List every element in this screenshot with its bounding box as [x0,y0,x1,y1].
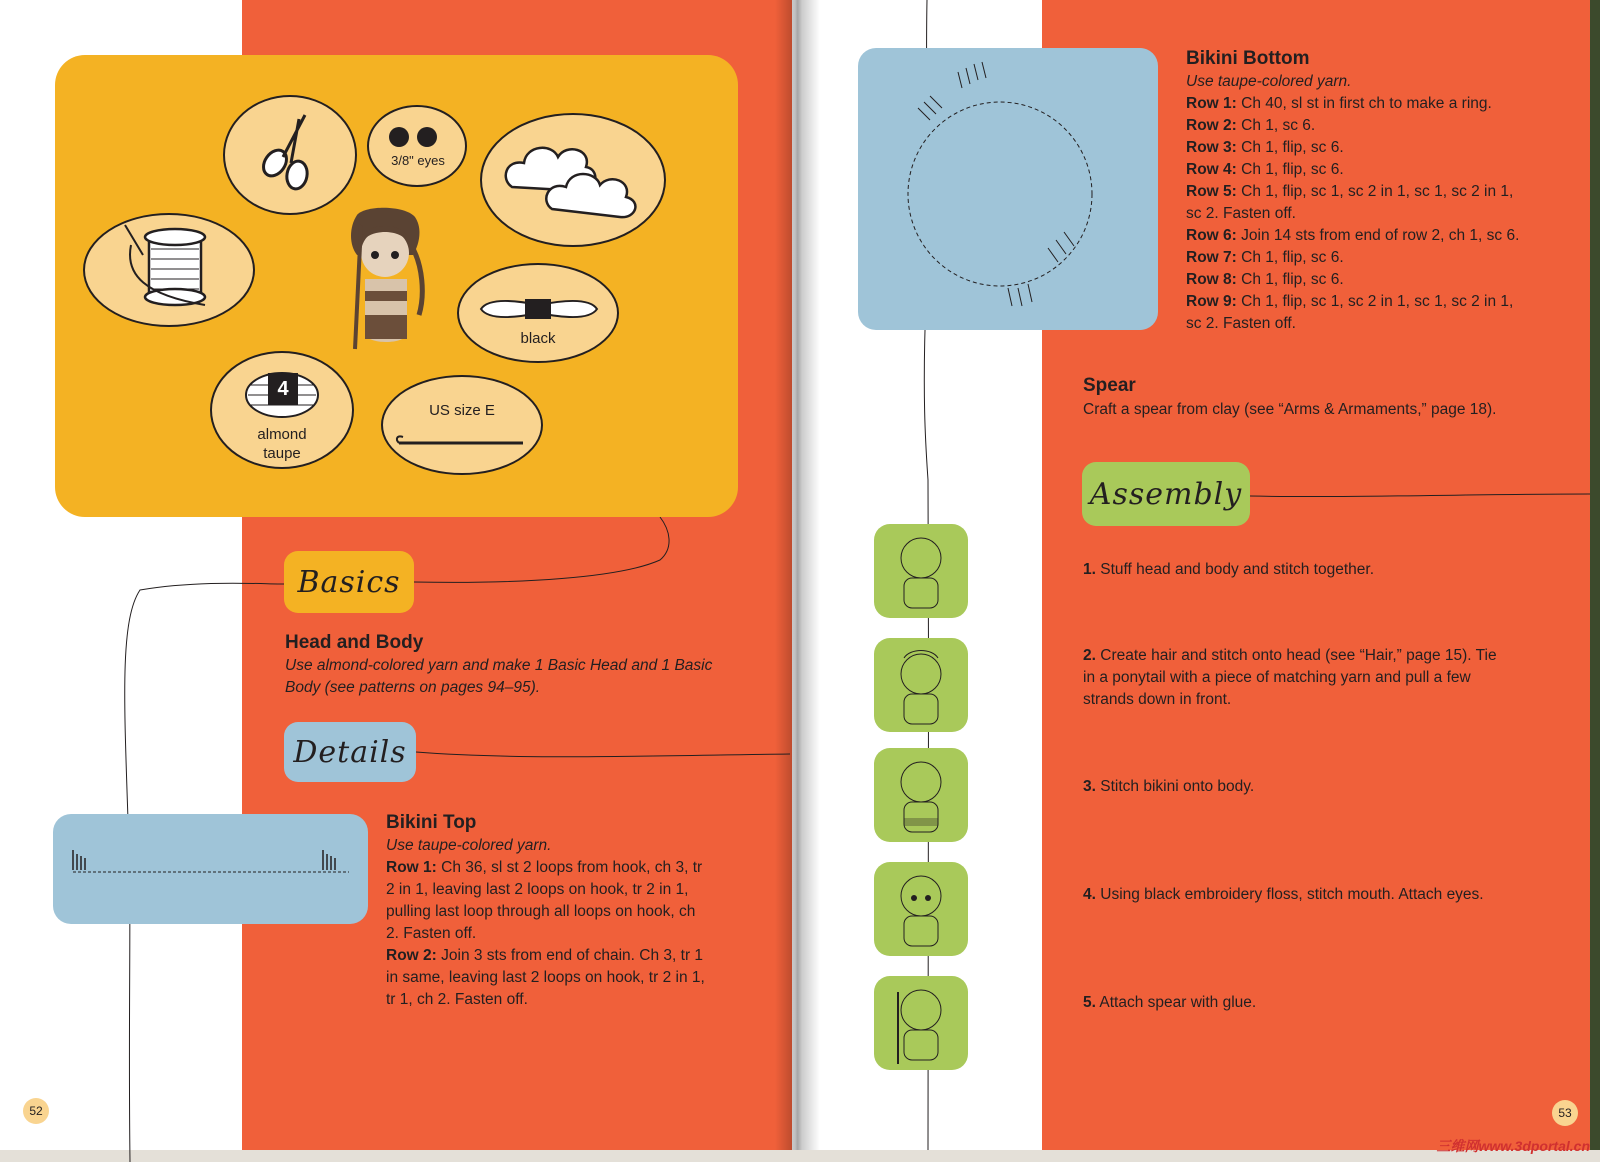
eyes-bubble [367,105,467,187]
doll-hair-outline-icon [874,638,968,732]
head-body-text-line-1: Use almond-colored yarn and make 1 Basic Head and 1 Basic [285,657,713,674]
spear-text: Craft a spear from clay (see “Arms & Armaments,” page 18). [1083,401,1497,418]
scissors-bubble [223,95,357,215]
yarn-bubble [210,351,354,469]
doll-face-outline-icon [874,862,968,956]
thread-bubble [83,213,255,327]
crochet-hook-icon [383,433,541,453]
floss-bubble [457,263,619,363]
bikini-top-row-2-line-1: Row 2: Join 3 sts from end of chain. Ch 3, tr 1 [386,947,704,964]
hook-bubble [381,375,543,475]
bikini-top-row-1-line-2: 2 in 1, leaving last 2 loops on hook, tr 2 in 1, [386,881,689,898]
bikini-bottom-diagram [858,48,1158,330]
bikini-bottom-row-9-line-1: Row 9: Ch 1, flip, sc 1, sc 2 in 1, sc 1, sc 2 in 1, [1186,293,1514,310]
yarn-color-taupe: taupe [263,445,301,462]
step-3-illustration [874,748,968,842]
bikini-top-diagram [53,814,368,924]
yarn-weight-label: 4 [268,373,298,405]
head-body-outline-icon [874,524,968,618]
watermark-text: 三维网www.3dportal.cn [1436,1138,1590,1154]
hook-label: US size E [429,402,495,419]
bikini-bottom-row-7: Row 7: Ch 1, flip, sc 6. [1186,249,1344,266]
assembly-heading: Assembly [1082,462,1250,526]
head-body-title: Head and Body [285,632,424,653]
assembly-step-3: 3. Stitch bikini onto body. [1083,778,1255,795]
basics-heading: Basics [284,551,414,613]
assembly-step-2-line-3: strands down in front. [1083,691,1232,708]
bikini-top-stitch-chart [53,814,368,924]
bikini-top-row-2-line-2: in same, leaving last 2 loops on hook, tr 2 in 1, [386,969,705,986]
doll-figure [335,205,435,355]
assembly-step-2-line-1: 2. Create hair and stitch onto head (see “Hair,” page 15). Tie [1083,647,1497,664]
step-5-illustration [874,976,968,1070]
spear-title: Spear [1083,375,1136,396]
scissors-icon [225,97,355,213]
assembly-step-5: 5. Attach spear with glue. [1083,994,1257,1011]
bikini-top-yarn: Use taupe-colored yarn. [386,837,552,854]
bikini-bottom-yarn: Use taupe-colored yarn. [1186,73,1352,90]
floss-label: black [520,330,556,347]
bikini-bottom-title: Bikini Bottom [1186,48,1310,69]
safety-eye-icon [389,127,409,147]
bikini-top-row-1-line-4: 2. Fasten off. [386,925,477,942]
bikini-bottom-stitch-chart [858,48,1158,330]
step-4-illustration [874,862,968,956]
page-number-right: 53 [1552,1100,1578,1126]
fiberfill-cloud-icon [482,115,664,245]
yarn-color-almond: almond [257,426,307,443]
head-body-text-line-2: Body (see patterns on pages 94–95). [285,679,541,696]
bikini-top-row-1-line-3: pulling last loop through all loops on hook, ch [386,903,696,920]
bikini-bottom-row-3: Row 3: Ch 1, flip, sc 6. [1186,139,1344,156]
bikini-bottom-row-2: Row 2: Ch 1, sc 6. [1186,117,1316,134]
step-1-illustration [874,524,968,618]
bikini-bottom-row-5-line-1: Row 5: Ch 1, flip, sc 1, sc 2 in 1, sc 1, sc 2 in 1, [1186,183,1514,200]
bikini-bottom-row-9-line-2: sc 2. Fasten off. [1186,315,1296,332]
thread-spool-icon [85,215,253,325]
bikini-bottom-row-6: Row 6: Join 14 sts from end of row 2, ch 1, sc 6. [1186,227,1520,244]
materials-panel [55,55,738,517]
bikini-top-row-2-line-3: tr 1, ch 2. Fasten off. [386,991,528,1008]
page-number-left: 52 [23,1098,49,1124]
bikini-bottom-row-1: Row 1: Ch 40, sl st in first ch to make a ring. [1186,95,1492,112]
bikini-bottom-row-5-line-2: sc 2. Fasten off. [1186,205,1296,222]
doll-bikini-outline-icon [874,748,968,842]
assembly-step-4: 4. Using black embroidery floss, stitch mouth. Attach eyes. [1083,886,1484,903]
details-heading: Details [284,722,416,782]
step-2-illustration [874,638,968,732]
eyes-label: 3/8" eyes [391,153,445,168]
bikini-top-row-1-line-1: Row 1: Ch 36, sl st 2 loops from hook, ch 3, tr [386,859,703,876]
doll-spear-outline-icon [874,976,968,1070]
bikini-top-title: Bikini Top [386,812,477,833]
bikini-bottom-row-4: Row 4: Ch 1, flip, sc 6. [1186,161,1344,178]
assembly-step-2-line-2: in a ponytail with a piece of matching yarn and pull a few [1083,669,1471,686]
stuffing-bubble [480,113,666,247]
assembly-step-1: 1. Stuff head and body and stitch together. [1083,561,1375,578]
safety-eye-icon [417,127,437,147]
bikini-bottom-row-8: Row 8: Ch 1, flip, sc 6. [1186,271,1344,288]
